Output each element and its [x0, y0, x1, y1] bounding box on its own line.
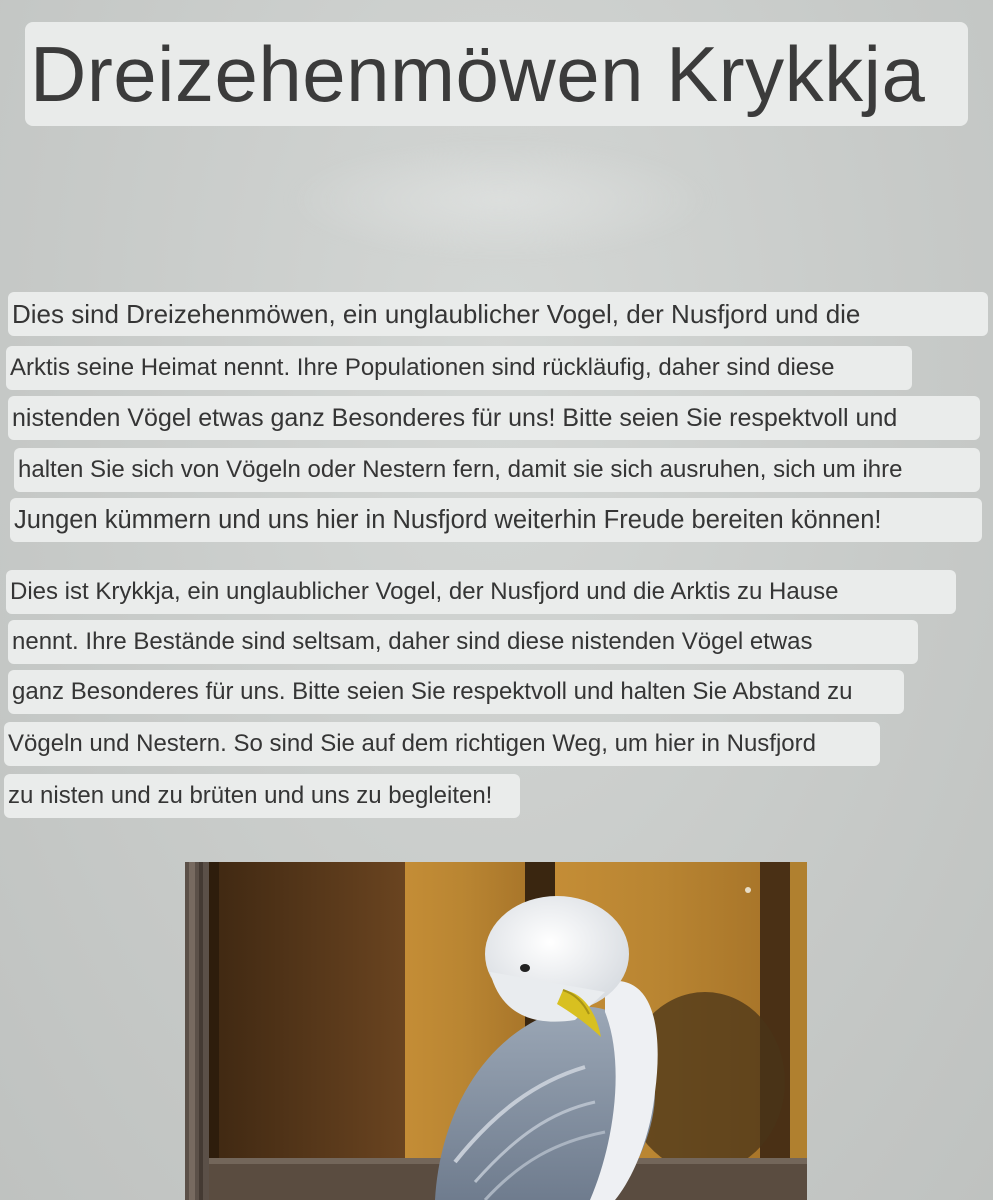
paragraph1-line: Arktis seine Heimat nennt. Ihre Populationen sind rückläufig, daher sind diese — [6, 346, 912, 390]
paragraph2-line: zu nisten und zu brüten und uns zu begleiten! — [4, 774, 520, 818]
paragraph1-line: halten Sie sich von Vögeln oder Nestern fern, damit sie sich ausruhen, sich um ihre — [14, 448, 980, 492]
kittiwake-illustration — [185, 862, 807, 1200]
paragraph1-line: nistenden Vögel etwas ganz Besonderes für uns! Bitte seien Sie respektvoll und — [8, 396, 980, 440]
faded-sticker-residue — [285, 140, 715, 260]
paragraph2-line: ganz Besonderes für uns. Bitte seien Sie respektvoll und halten Sie Abstand zu — [8, 670, 904, 714]
kittiwake-photo — [185, 862, 807, 1200]
paragraph2-line: Dies ist Krykkja, ein unglaublicher Vogel, der Nusfjord und die Arktis zu Hause — [6, 570, 956, 614]
sign-title: Dreizehenmöwen Krykkja — [30, 30, 926, 118]
paragraph1-line: Dies sind Dreizehenmöwen, ein unglaublicher Vogel, der Nusfjord und die — [8, 292, 988, 336]
paragraph1-line: Jungen kümmern und uns hier in Nusfjord weiterhin Freude bereiten können! — [10, 498, 982, 542]
paragraph2-line: Vögeln und Nestern. So sind Sie auf dem richtigen Weg, um hier in Nusfjord — [4, 722, 880, 766]
paragraph2-line: nennt. Ihre Bestände sind seltsam, daher sind diese nistenden Vögel etwas — [8, 620, 918, 664]
